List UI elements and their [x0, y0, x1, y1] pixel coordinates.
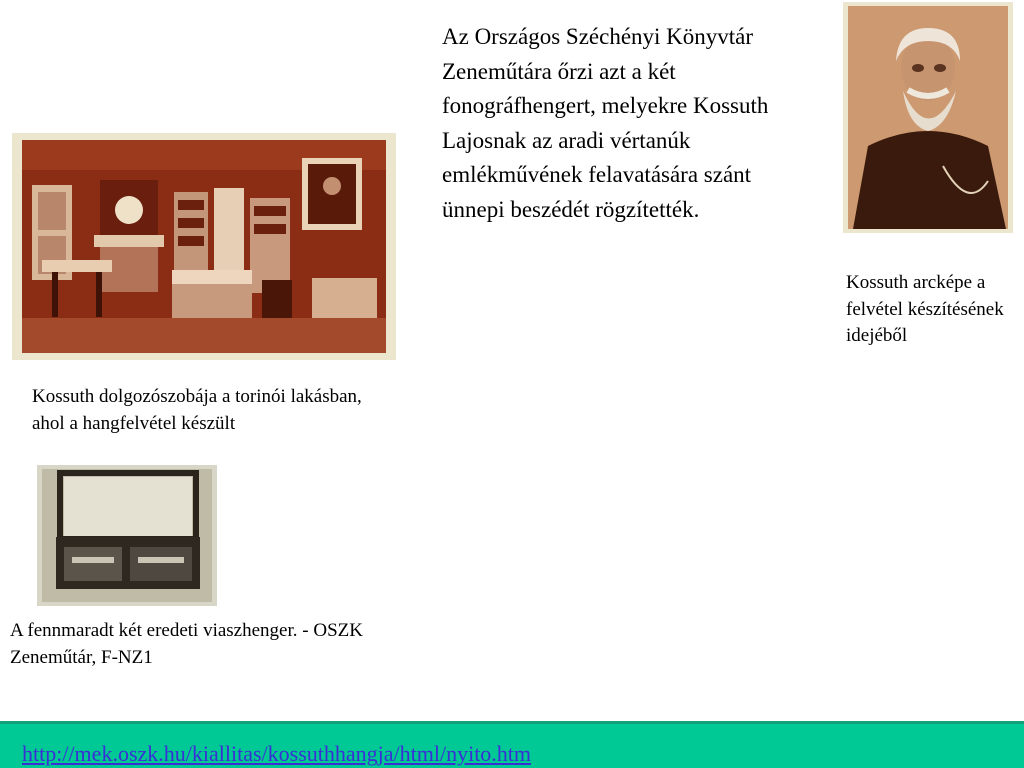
kossuth-portrait-photo — [843, 2, 1013, 233]
portrait-caption: Kossuth arcképe a felvétel készítésének idejéből — [846, 272, 1004, 346]
wax-cylinders-photo — [37, 465, 217, 606]
study-room-caption: Kossuth dolgozószobája a torinói lakásban, ahol a hangfelvétel készült — [32, 386, 362, 434]
wax-cylinders-image — [42, 469, 212, 602]
main-description: Az Országos Széchényi Könyvtár Zeneműtára őrzi azt a két fonográfhengert, melyekre Kossuth Lajosnak az aradi vértanúk emlékművének felavatására szánt ünnepi beszédét rögzítették. — [442, 24, 769, 222]
kossuth-portrait-image — [848, 6, 1008, 229]
wax-cylinders-caption: A fennmaradt két eredeti viaszhenger. - OSZK Zeneműtár, F-NZ1 — [10, 620, 363, 668]
footer-bar — [0, 721, 1024, 768]
source-link[interactable]: http://mek.oszk.hu/kiallitas/kossuthhangja/html/nyito.htm — [22, 741, 532, 766]
study-room-image — [22, 140, 386, 353]
study-room-photo — [12, 133, 396, 360]
